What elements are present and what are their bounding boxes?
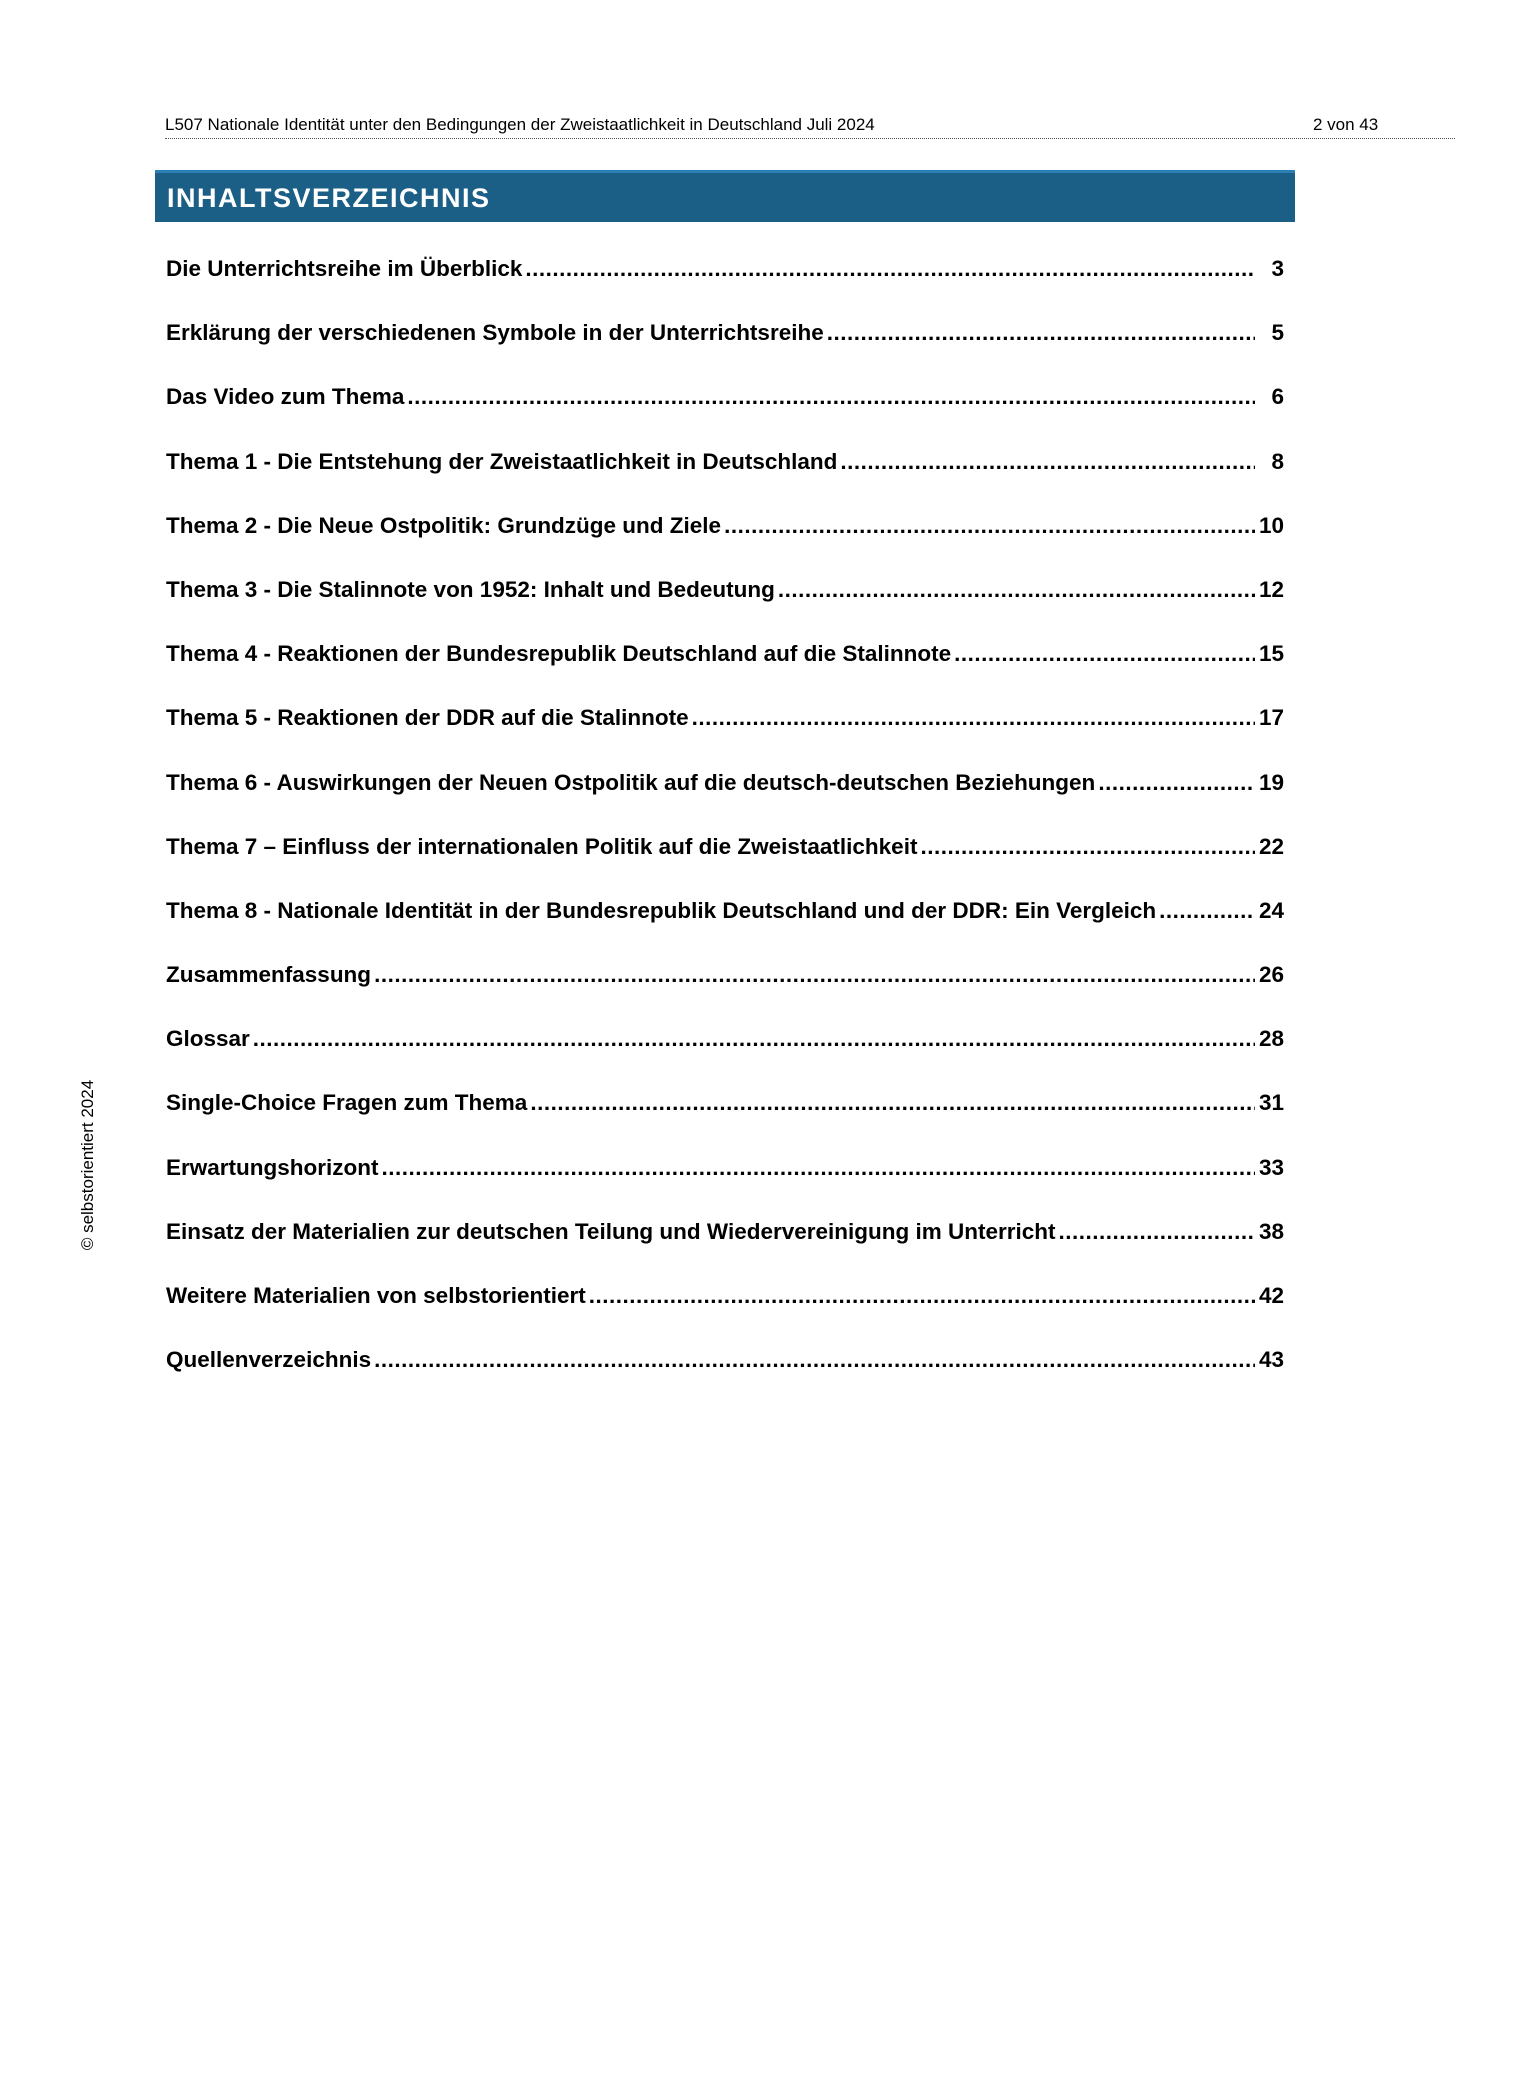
toc-entry[interactable] [166,509,1284,573]
toc-entry-page: 33 [1258,1154,1284,1180]
dot-leader [1059,1215,1255,1249]
toc-entry-page: 31 [1258,1090,1284,1116]
toc-entry-page: 42 [1258,1283,1284,1308]
toc-entry-page: 3 [1271,256,1284,281]
dot-leader [840,445,1255,479]
toc-entry-page: 15 [1258,641,1284,667]
toc-entry-page: 28 [1258,1026,1284,1052]
dot-leader [920,830,1255,864]
toc-entry-label: Erklärung der verschiedenen Symbole in der Unterrichtsreihe [166,320,824,346]
page-number: 2 von 43 [1313,115,1379,134]
dot-leader [589,1279,1255,1313]
toc-entry-label: Thema 1 - Die Entstehung der Zweistaatlichkeit in Deutschland [166,448,838,474]
toc-entry-page: 43 [1258,1347,1284,1373]
toc-entry-label: Quellenverzeichnis [166,1347,372,1373]
toc-entry-page: 17 [1258,705,1284,731]
toc-entry-label: Thema 4 - Reaktionen der Bundesrepublik Deutschland auf die Stalinnote [166,641,952,667]
toc-entry-page: 24 [1258,897,1284,923]
toc-entry-label: Einsatz der Materialien zur deutschen Teilung und Wiedervereinigung im Unterricht [166,1218,1056,1244]
dot-leader [253,1022,1255,1056]
dot-leader [778,573,1255,607]
toc-entry-label: Die Unterrichtsreihe im Überblick [166,256,523,281]
dot-leader [1098,766,1255,800]
toc-entry[interactable] [166,252,1284,316]
toc-entry-label: Weitere Materialien von selbstorientiert [166,1283,586,1308]
page-header [165,112,1455,139]
toc-title: INHALTSVERZEICHNIS [167,183,491,213]
toc-entry-label: Erwartungshorizont [166,1154,379,1180]
toc-entry-label: Single-Choice Fragen zum Thema [166,1090,528,1116]
toc-entry[interactable] [166,1215,1284,1279]
toc-entry-label: Thema 2 - Die Neue Ostpolitik: Grundzüge und Ziele [166,512,722,538]
toc-entry-page: 6 [1271,384,1284,410]
dot-leader [382,1151,1256,1185]
toc-entry[interactable] [166,894,1284,958]
toc-entry-label: Thema 5 - Reaktionen der DDR auf die Stalinnote [166,705,689,731]
toc-entry[interactable] [166,830,1284,894]
copyright-notice: © selbstorientiert 2024 [78,1079,97,1251]
toc-entry-label: Das Video zum Thema [166,384,405,410]
toc-entry-label: Glossar [166,1026,250,1052]
toc-entry[interactable] [166,445,1284,509]
toc-entry[interactable] [166,701,1284,765]
toc-entry-page: 12 [1258,576,1284,602]
dot-leader [1159,894,1255,928]
toc-entry-label: Zusammenfassung [166,962,372,988]
dot-leader [724,509,1255,543]
toc-entry-page: 10 [1258,512,1284,538]
toc-entry-label: Thema 6 - Auswirkungen der Neuen Ostpolitik auf die deutsch-deutschen Beziehungen [166,769,1096,795]
toc-entry-label: Thema 3 - Die Stalinnote von 1952: Inhalt und Bedeutung [166,576,775,602]
dot-leader [525,252,1255,286]
dot-leader [374,958,1255,992]
dot-leader [407,380,1255,414]
toc-entry[interactable] [166,380,1284,444]
toc-entry[interactable] [166,766,1284,830]
toc-entry-page: 26 [1258,962,1284,988]
toc-heading-banner [155,170,1295,222]
toc-entry[interactable] [166,1279,1284,1343]
toc-entry[interactable] [166,637,1284,701]
dot-leader [692,701,1255,735]
dot-leader [827,316,1255,350]
toc-entry[interactable] [166,573,1284,637]
toc-entry-page: 5 [1271,320,1284,346]
toc-entry-page: 8 [1271,448,1284,474]
toc-entry[interactable] [166,1022,1284,1086]
toc-entry-label: Thema 8 - Nationale Identität in der Bundesrepublik Deutschland und der DDR: Ein Vergleich [166,897,1157,923]
toc-entry-page: 38 [1258,1218,1284,1244]
toc-entry[interactable] [166,958,1284,1022]
toc-entry[interactable] [166,1343,1284,1407]
toc-entry[interactable] [166,316,1284,380]
dot-leader [374,1343,1255,1377]
toc-entry[interactable] [166,1151,1284,1215]
toc-entry-page: 22 [1258,833,1284,859]
toc-entry-label: Thema 7 – Einfluss der internationalen Politik auf die Zweistaatlichkeit [166,833,918,859]
dot-leader [530,1086,1255,1120]
table-of-contents [166,252,1284,1407]
document-title: L507 Nationale Identität unter den Bedingungen der Zweistaatlichkeit in Deutschland Juli 2024 [165,115,875,134]
toc-entry[interactable] [166,1086,1284,1150]
dot-leader [954,637,1255,671]
toc-entry-page: 19 [1258,769,1284,795]
